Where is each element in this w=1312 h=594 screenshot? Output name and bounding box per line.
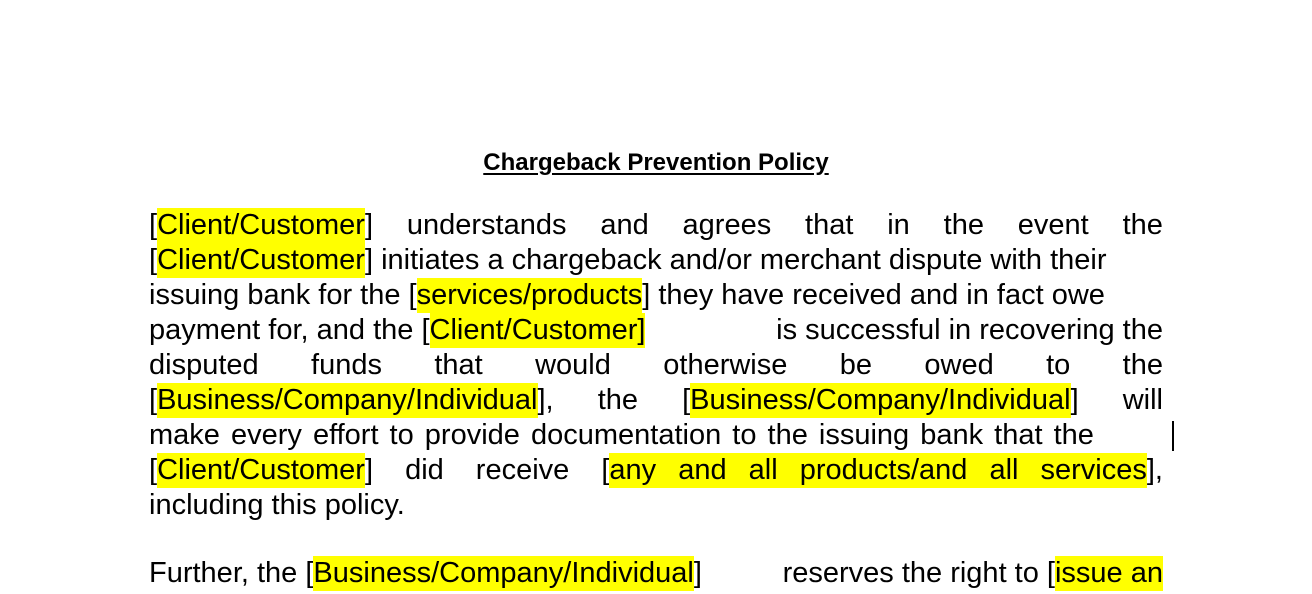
line-text: reserves the right to [issue an (782, 557, 1163, 589)
text-word: the (1122, 209, 1163, 241)
line-text: issuing bank for the [services/products] they have received and in fact owe (149, 279, 1105, 311)
paragraph-line (149, 208, 1163, 243)
highlighted-placeholder: issue an (1054, 557, 1163, 589)
highlighted-placeholder: Business/Company/Individual (157, 384, 538, 416)
paragraph-line (149, 556, 1163, 591)
document-title: Chargeback Prevention Policy (483, 149, 829, 176)
paragraph-line (149, 243, 1163, 278)
line-text: is successful in recovering the (776, 314, 1163, 346)
paragraph-line (149, 313, 1163, 348)
bracketed-placeholder: [Client/Customer] (149, 454, 374, 486)
paragraph-line (149, 453, 1163, 488)
text-word: disputed (149, 349, 259, 381)
paragraph-line (149, 383, 1163, 418)
paragraph-line (149, 418, 1163, 453)
text-word: would (535, 349, 611, 381)
text-word: agrees (682, 209, 772, 241)
highlighted-placeholder: Business/Company/Individual (690, 384, 1071, 416)
highlighted-placeholder: any and all products/and all services (609, 454, 1147, 486)
text-word: and (600, 209, 649, 241)
bracketed-placeholder: [Client/Customer] (149, 209, 374, 241)
bracketed-placeholder: [any and all products/and all services], (601, 454, 1163, 486)
line-text: [Client/Customer] initiates a chargeback and/or merchant dispute with their (149, 244, 1107, 276)
text-word: to (1046, 349, 1071, 381)
bracketed-placeholder: [Business/Company/Individual], (149, 384, 554, 416)
paragraph-line (149, 278, 1163, 313)
text-word: be (839, 349, 873, 381)
text-word: did (405, 454, 444, 486)
line-text: Further, the [Business/Company/Individual] (149, 557, 702, 589)
line-text: payment for, and the [Client/Customer] (149, 314, 646, 346)
paragraph-line (149, 348, 1163, 383)
text-word: the (1122, 349, 1163, 381)
text-word: funds (311, 349, 382, 381)
text-word: the (597, 384, 639, 416)
highlighted-placeholder: Client/Customer (157, 454, 365, 486)
highlighted-placeholder: Client/Customer (157, 244, 365, 276)
line-text: make every effort to provide documentation to the issuing bank that the (149, 419, 1094, 451)
text-word: owed (924, 349, 994, 381)
text-word: in (887, 209, 910, 241)
text-word: receive (475, 454, 570, 486)
text-cursor (1172, 421, 1174, 451)
highlighted-placeholder: Client/Customer (157, 209, 365, 241)
text-word: that (434, 349, 483, 381)
text-word: understands (406, 209, 567, 241)
policy-paragraph-2 (149, 556, 1163, 591)
paragraph-line (149, 488, 1163, 523)
line-text: including this policy. (149, 489, 405, 521)
text-word: otherwise (663, 349, 788, 381)
highlighted-placeholder: services/products (416, 279, 643, 311)
text-word: will (1122, 384, 1163, 416)
policy-paragraph-1 (149, 208, 1163, 523)
text-word: the (943, 209, 984, 241)
text-word: event (1017, 209, 1089, 241)
text-word: that (805, 209, 854, 241)
highlighted-placeholder: Client/Customer (429, 314, 638, 346)
bracketed-placeholder: [Business/Company/Individual] (682, 384, 1079, 416)
highlighted-placeholder: Business/Company/Individual (313, 557, 694, 589)
